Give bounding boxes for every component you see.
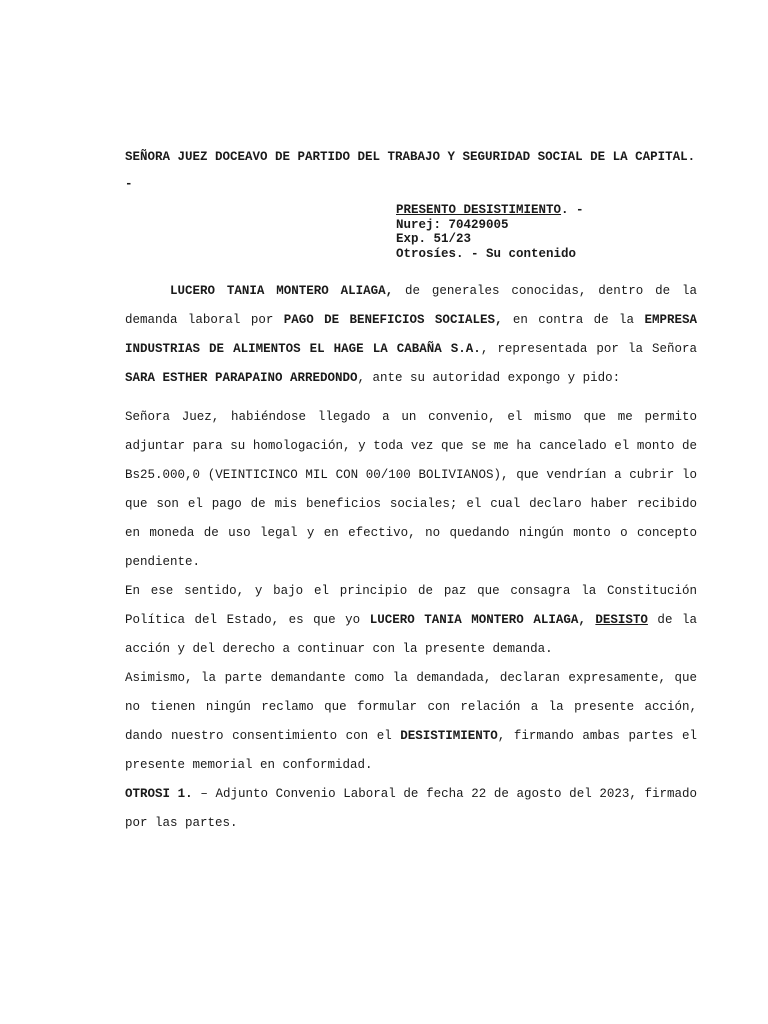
desistimiento-term: DESISTIMIENTO (400, 729, 498, 743)
intro-text-2: en contra de la (502, 313, 645, 327)
reference-subject: PRESENTO DESISTIMIENTO (396, 203, 562, 217)
otrosi-1-text: – Adjunto Convenio Laboral de fecha 22 de agosto del 2023, firmado por las partes. (125, 787, 697, 830)
consent-text-1: Asimismo, la parte demandante como la demandada, declaran expresamente, que no tienen ningún reclamo que formular con relación a la presente acción, dando nuestro consentimiento con el (125, 671, 697, 743)
reference-nurej: Nurej: 70429005 (396, 217, 509, 232)
intro-text-4: , ante su autoridad expongo y pido: (357, 371, 621, 385)
paragraph-intro (125, 277, 697, 393)
reference-exp: Exp. 51/23 (396, 232, 472, 246)
intro-text-1: de generales conocidas, dentro de la demanda laboral por (125, 284, 697, 327)
desistance-text-1: En ese sentido, y bajo el principio de paz que consagra la Constitución Política del Estado, es que yo (125, 584, 697, 627)
intro-text-3: , representada por la Señora (480, 342, 697, 356)
paragraph-otrosi-1 (125, 780, 697, 838)
otrosi-1-label: OTROSI 1. (125, 787, 193, 801)
desisto-term: DESISTO (595, 613, 648, 627)
plaintiff-name: LUCERO TANIA MONTERO ALIAGA, (170, 284, 394, 298)
claim-type: PAGO DE BENEFICIOS SOCIALES, (283, 313, 503, 327)
desistance-comma: , (578, 613, 596, 627)
defendant-company: EMPRESA INDUSTRIAS DE ALIMENTOS EL HAGE LA CABAÑA S.A. (125, 313, 697, 356)
plaintiff-name-2: LUCERO TANIA MONTERO ALIAGA (369, 613, 579, 627)
document-body (125, 277, 697, 838)
reference-subject-line (396, 203, 726, 218)
paragraph-consent (125, 664, 697, 780)
addressee-heading: SEÑORA JUEZ DOCEAVO DE PARTIDO DEL TRABAJO Y SEGURIDAD SOCIAL DE LA CAPITAL. - (125, 150, 696, 191)
reference-block (396, 203, 726, 261)
reference-subject-suffix: . - (561, 203, 584, 217)
paragraph-desistance (125, 577, 697, 664)
desistance-text-2: de la acción y del derecho a continuar con la presente demanda. (125, 613, 697, 656)
company-representative: SARA ESTHER PARAPAINO ARREDONDO (125, 371, 358, 385)
consent-text-2: , firmando ambas partes el presente memorial en conformidad. (125, 729, 697, 772)
paragraph-agreement: Señora Juez, habiéndose llegado a un convenio, el mismo que me permito adjuntar para su homologación, y toda vez que se me ha cancelado el monto de Bs25.000,0 (VEINTICINCO MIL CON 00/100 BOLIVIANOS), que vendrían a cubrir lo que son el pago de mis beneficios sociales; el cual declaro haber recibido en moneda de uso legal y en efectivo, no quedando ningún monto o concepto pendiente. (125, 410, 697, 569)
reference-otrosies: Otrosíes. - Su contenido (396, 246, 577, 261)
